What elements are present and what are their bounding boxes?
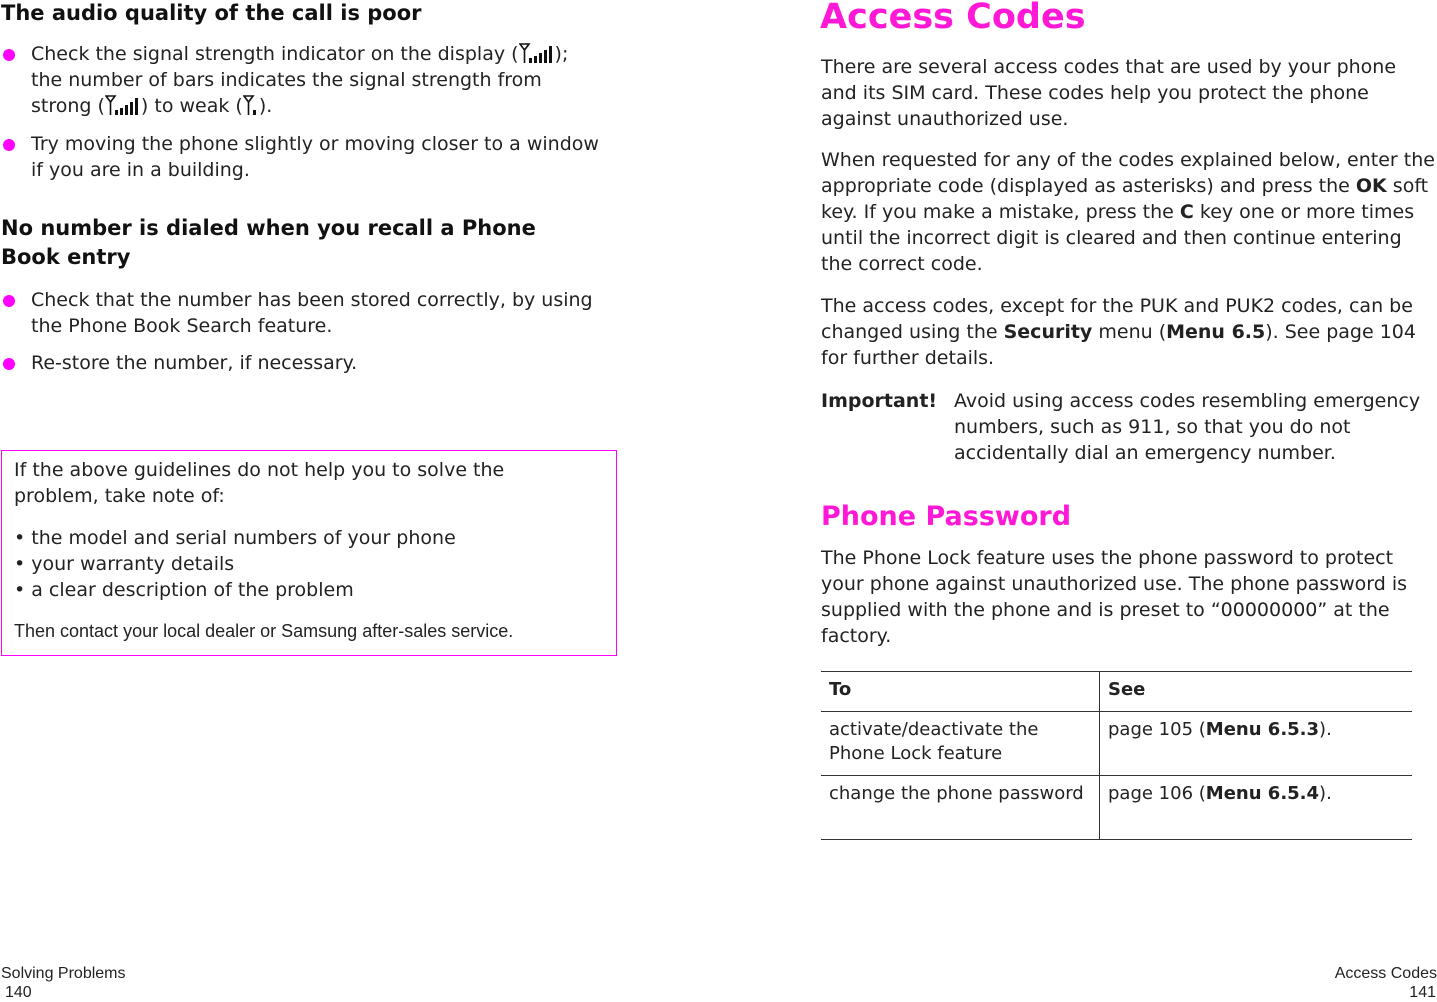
note-item: • the model and serial numbers of your phone — [14, 527, 456, 549]
column-header-to: To — [821, 672, 1100, 712]
paragraph-intro: There are several access codes that are used by your phone and its SIM card. These codes help you protect the phone against unauthorized use. — [821, 56, 1397, 130]
table-row — [821, 776, 1412, 840]
important-label: Important! — [821, 390, 938, 412]
list-item: Re-store the number, if necessary. — [1, 350, 616, 380]
note-intro: If the above guidelines do not help you to solve the problem, take note of: — [14, 459, 505, 507]
signal-full-icon — [519, 42, 555, 64]
note-item: • your warranty details — [14, 553, 235, 575]
column-header-see: See — [1108, 679, 1146, 700]
list-item: Check the signal strength indicator on the display ( ); the number of bars indicates the signal strength from strong ( ) to weak ( ). — [1, 41, 616, 131]
page-title: Access Codes — [820, 0, 1086, 37]
important-text: Avoid using access codes resembling emergency numbers, such as 911, so that you do not accidentally dial an emergency number. — [954, 390, 1421, 464]
list-item: Check that the number has been stored correctly, by using the Phone Book Search feature. — [1, 287, 616, 350]
note-item: • a clear description of the problem — [14, 579, 354, 601]
list-item: Try moving the phone slightly or moving closer to a window if you are in a building. — [1, 131, 616, 187]
signal-weak-icon — [243, 94, 259, 116]
paragraph-phone-password: The Phone Lock feature uses the phone password to protect your phone against unauthorized use. The phone password is supplied with the phone and is preset to “00000000” at the factory. — [821, 547, 1408, 647]
table-cell-see: page 106 (Menu 6.5.4). — [1108, 783, 1332, 804]
table-cell-to: change the phone password — [821, 776, 1100, 840]
bullet-dot-icon — [3, 295, 15, 307]
bullet-list-phonebook — [1, 287, 616, 380]
paragraph-change-codes: The access codes, except for the PUK and PUK2 codes, can be changed using the Security menu (Menu 6.5). See page 104 for further details. — [821, 295, 1416, 369]
bullet-list-audio — [1, 41, 616, 187]
bullet-dot-icon — [3, 358, 15, 370]
table-cell-to: activate/deactivate the Phone Lock feature — [821, 712, 1100, 776]
section-heading-phonebook: No number is dialed when you recall a Phone Book entry — [1, 216, 536, 269]
signal-full-icon — [105, 94, 141, 116]
footer-left-page: 140 — [5, 984, 32, 1001]
paragraph-entering-codes: When requested for any of the codes explained below, enter the appropriate code (displayed as asterisks) and press the OK soft key. If you make a mistake, press the C key one or more times until the incorrect digit is cleared and then continue entering the correct code. — [821, 149, 1435, 275]
section-heading-audio: The audio quality of the call is poor — [1, 1, 422, 25]
note-list — [14, 525, 604, 603]
note-outro: Then contact your local dealer or Samsung after-sales service. — [14, 621, 514, 641]
footer-left-label: Solving Problems — [1, 965, 126, 982]
note-box — [1, 450, 617, 656]
table-row — [821, 712, 1412, 776]
table-header-row — [821, 672, 1412, 712]
footer-right-label: Access Codes — [1334, 965, 1437, 982]
footer-right-page: 141 — [1409, 984, 1436, 1001]
bullet-dot-icon — [3, 49, 15, 61]
bullet-dot-icon — [3, 139, 15, 151]
section-title-phone-password: Phone Password — [821, 501, 1072, 532]
reference-table — [821, 671, 1412, 840]
table-cell-see: page 105 (Menu 6.5.3). — [1108, 719, 1332, 740]
